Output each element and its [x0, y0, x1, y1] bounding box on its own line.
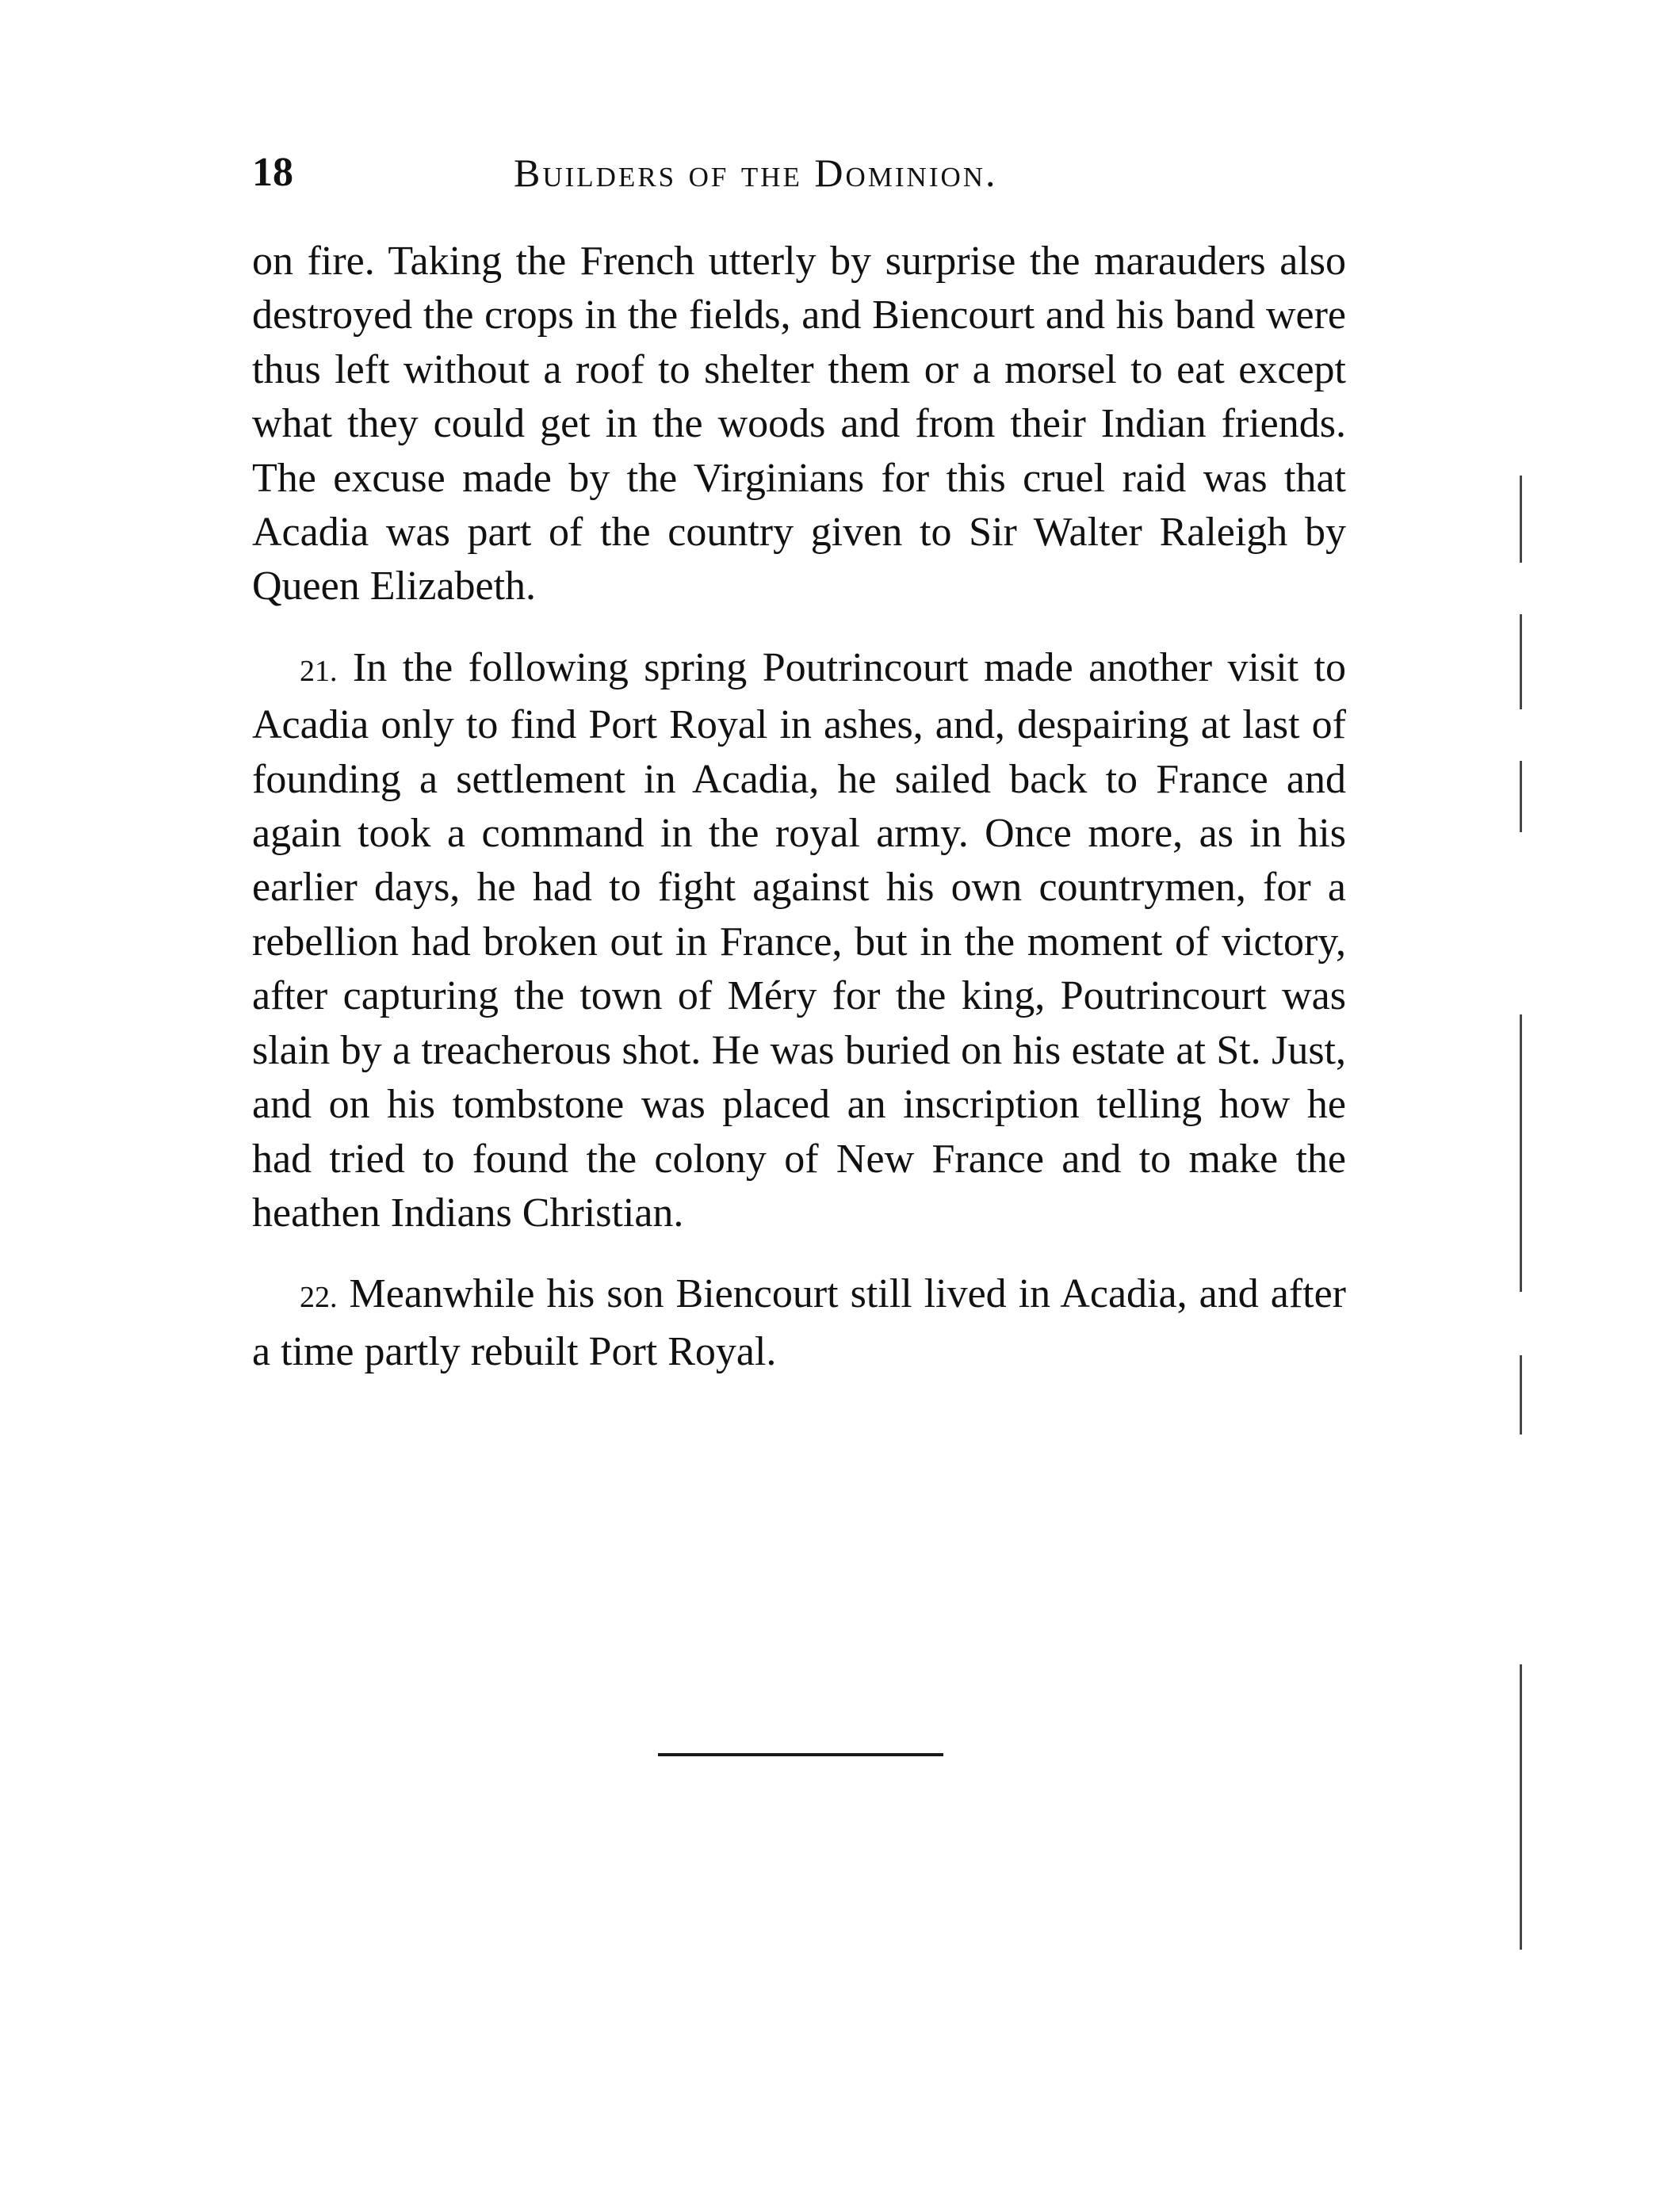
scan-mark: [1520, 1014, 1522, 1292]
paragraph-continuation: [252, 235, 1346, 614]
section-end-rule: [658, 1753, 943, 1756]
paragraph-number: 21.: [300, 654, 338, 688]
scan-mark: [1520, 1355, 1522, 1435]
paragraph-text: In the following spring Poutrincourt made another visit to Acadia only to find Port Royal in ashes, and, despairing at last of founding a settlement in Acadia, he sailed back to France and again took a command in the royal army. Once more, as in his earlier days, he had to fight against his own countrymen, for a rebellion had broken out in France, but in the moment of victory, after capturing the town of Méry for the king, Poutrincourt was slain by a treacherous shot. He was buried on his estate at St. Just, and on his tombstone was placed an inscription telling how he had tried to found the colony of New France and to make the heathen Indians Christian.: [252, 644, 1346, 1236]
paragraph-21: [252, 641, 1346, 1240]
paragraph-number: 22.: [300, 1281, 338, 1315]
page-header: [252, 145, 1346, 208]
running-title: Builders of the Dominion.: [514, 151, 998, 195]
scan-mark: [1520, 1664, 1522, 1950]
paragraph-text: on fire. Taking the French utterly by surprise the marauders also destroyed the crops in the fields, and Biencourt and his band were thus left without a roof to shelter them or a morsel to eat except what they could get in the woods and from their Indian friends. The excuse made by the Virginians for this cruel raid was that Acadia was part of the country given to Sir Walter Raleigh by Queen Elizabeth.: [252, 239, 1346, 609]
paragraph-22: [252, 1267, 1346, 1379]
scan-mark: [1520, 476, 1522, 563]
body-text: [252, 235, 1346, 1406]
page-number: 18: [252, 150, 293, 195]
scan-margin-artifacts: [1510, 476, 1534, 1950]
scan-mark: [1520, 761, 1522, 832]
scan-mark: [1520, 614, 1522, 709]
paragraph-text: Meanwhile his son Biencourt still lived in Acadia, and after a time partly rebuilt Port Royal.: [252, 1271, 1346, 1374]
